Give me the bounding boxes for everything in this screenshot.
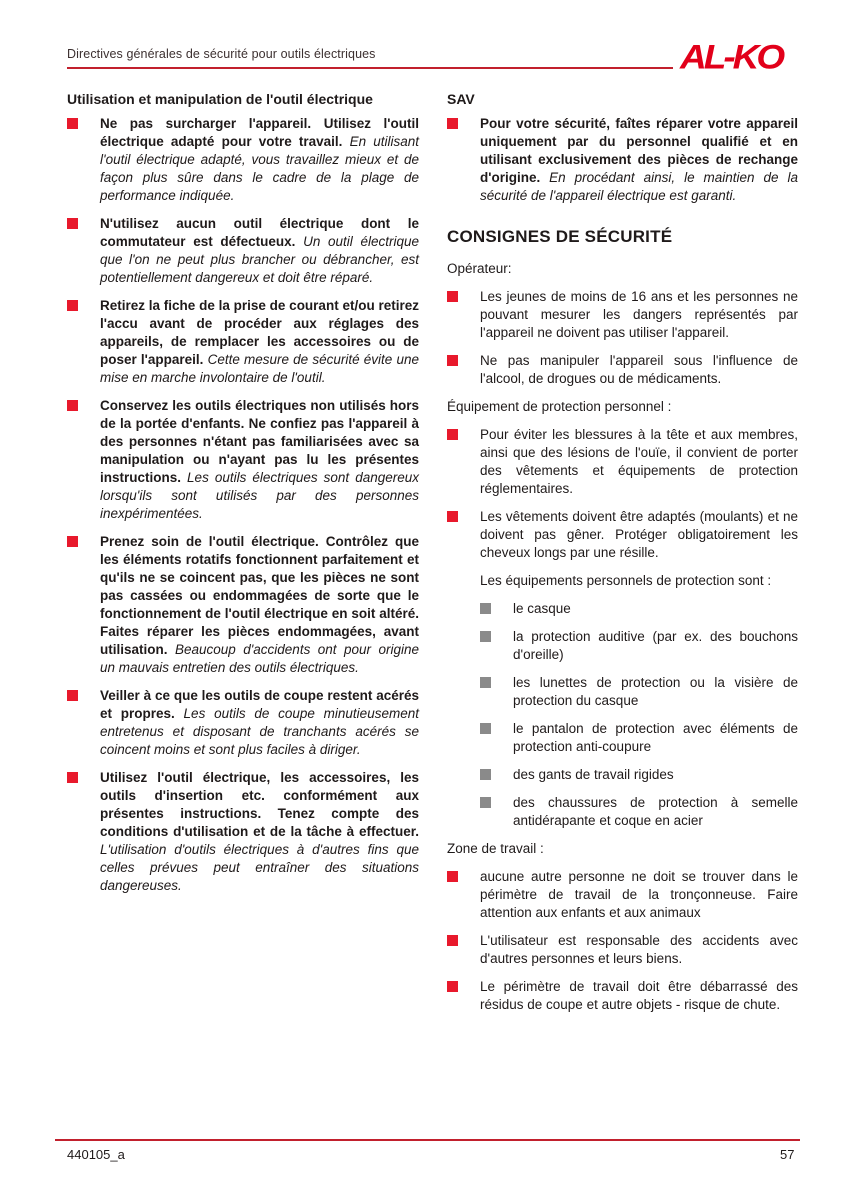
bullet-square-icon — [447, 118, 458, 129]
bullet-square-icon — [67, 690, 78, 701]
equipment-sublist — [480, 572, 798, 830]
sub-list-item-text: des chaussures de protection à semelle antidérapante et coque en acier — [513, 795, 798, 828]
sub-list-item-text: les lunettes de protection ou la visière de protection du casque — [513, 675, 798, 708]
list-item — [447, 932, 798, 968]
sub-bullet-square-icon — [480, 631, 491, 642]
footer-page-number: 57 — [780, 1147, 795, 1162]
bullet-square-icon — [67, 400, 78, 411]
sub-list-item-text: le casque — [513, 601, 571, 616]
bullet-square-icon — [447, 871, 458, 882]
operator-label: Opérateur: — [447, 261, 512, 276]
alko-logo: AL-KO — [680, 38, 783, 76]
bullet-square-icon — [67, 772, 78, 783]
list-item-text: aucune autre personne ne doit se trouver dans le périmètre de travail de la tronçonneuse. Faire attention aux enfants et aux animaux — [480, 869, 798, 920]
list-item — [67, 533, 419, 677]
list-item-text: Utilisez l'outil électrique, les accessoires, les outils d'insertion etc. conformément aux présentes instructions. Tenez compte des conditions d'utilisation et de la tâche à effectuer. L'utilisation d'outils électriques à d'autres fins que celles prévues peut entraîner des situations dangereuses. — [100, 770, 419, 893]
footer-document-id: 440105_a — [67, 1147, 125, 1162]
section-heading-sav: SAV — [447, 91, 475, 107]
equipment-label: Équipement de protection personnel : — [447, 399, 672, 414]
sub-bullet-square-icon — [480, 797, 491, 808]
sub-list-item — [480, 674, 798, 710]
list-item-text: Les jeunes de moins de 16 ans et les personnes ne pouvant mesurer les dangers représentés par l'appareil ne doivent pas utiliser l'appareil. — [480, 289, 798, 340]
bullet-square-icon — [447, 935, 458, 946]
sub-list-item — [480, 720, 798, 756]
list-item — [447, 978, 798, 1014]
list-item — [67, 297, 419, 387]
list-item-text: N'utilisez aucun outil électrique dont le commutateur est défectueux. Un outil électrique que l'on ne peut plus brancher ou débrancher, est potentiellement dangereux et doit être réparé. — [100, 216, 419, 285]
sub-list-item-text: le pantalon de protection avec éléments de protection anti-coupure — [513, 721, 798, 754]
list-item — [447, 288, 798, 342]
list-item-text: Veiller à ce que les outils de coupe restent acérés et propres. Les outils de coupe minutieusement entretenus et disposant de tranchants acérés se coincent moins et sont plus faciles à diriger. — [100, 688, 419, 757]
sub-bullet-square-icon — [480, 769, 491, 780]
bullet-square-icon — [447, 355, 458, 366]
bullet-square-icon — [447, 981, 458, 992]
sub-bullet-square-icon — [480, 603, 491, 614]
section-heading-consignes: CONSIGNES DE SÉCURITÉ — [447, 227, 673, 246]
list-item — [447, 352, 798, 388]
bullet-square-icon — [67, 536, 78, 547]
page-header-title: Directives générales de sécurité pour outils électriques — [67, 47, 376, 61]
equipment-note: Les équipements personnels de protection sont : — [480, 573, 772, 588]
list-item-text: L'utilisateur est responsable des accidents avec d'autres personnes et leurs biens. — [480, 933, 798, 966]
sub-list-item-text: des gants de travail rigides — [513, 767, 674, 782]
list-item-text: Ne pas manipuler l'appareil sous l'influence de l'alcool, de drogues ou de médicaments. — [480, 353, 798, 386]
list-item-text: Retirez la fiche de la prise de courant et/ou retirez l'accu avant de procéder aux réglages des appareils, de remplacer les accessoires ou de poser l'appareil. Cette mesure de sécurité évite une mise en marche involontaire de l'outil. — [100, 298, 419, 385]
right-column — [447, 90, 798, 1024]
list-item — [447, 508, 798, 562]
sub-list-item — [480, 766, 798, 784]
section-heading-utilisation: Utilisation et manipulation de l'outil électrique — [67, 91, 373, 107]
bullet-square-icon — [447, 429, 458, 440]
left-column — [67, 90, 419, 905]
list-item — [67, 215, 419, 287]
list-item-text: Pour éviter les blessures à la tête et aux membres, ainsi que des lésions de l'ouïe, il convient de porter des vêtements et équipements de protection réglementaires. — [480, 427, 798, 496]
sub-list-item-text: la protection auditive (par ex. des bouchons d'oreille) — [513, 629, 798, 662]
sub-list-item — [480, 628, 798, 664]
bullet-square-icon — [67, 218, 78, 229]
list-item-text: Les vêtements doivent être adaptés (moulants) et ne doivent pas gêner. Protéger obligatoirement les cheveux longs par une résille. — [480, 509, 798, 560]
sub-list-item — [480, 794, 798, 830]
list-item — [447, 426, 798, 498]
bullet-square-icon — [67, 300, 78, 311]
list-item-text: Conservez les outils électriques non utilisés hors de la portée d'enfants. Ne confiez pas l'appareil à des personnes n'étant pas familiarisées avec sa manipulation ou n'ayant pas lu les présentes instructions. Les outils électriques sont dangereux lorsqu'ils sont utilisés par des personnes inexpérimentées. — [100, 398, 419, 521]
list-item — [67, 115, 419, 205]
header-rule — [67, 67, 673, 69]
list-item-text: Pour votre sécurité, faîtes réparer votre appareil uniquement par du personnel qualifié et en utilisant exclusivement des pièces de rechange d'origine. En procédant ainsi, le maintien de la sécurité de l'appareil électrique est garanti. — [480, 116, 798, 203]
sub-bullet-square-icon — [480, 723, 491, 734]
sub-bullet-square-icon — [480, 677, 491, 688]
list-item-text: Le périmètre de travail doit être débarrassé des résidus de coupe et autre objets - risque de chute. — [480, 979, 798, 1012]
bullet-square-icon — [67, 118, 78, 129]
list-item-text: Prenez soin de l'outil électrique. Contrôlez que les éléments rotatifs fonctionnent parfaitement et qu'ils ne se coincent pas, que les pièces ne sont pas cassées ou endommagées de sorte que le fonctionnement de l'outil électrique en soit altéré. Faites réparer les pièces endommagées, avant utilisation. Beaucoup d'accidents ont pour origine un mauvais entretien des outils électriques. — [100, 534, 419, 675]
sub-list-item — [480, 600, 798, 618]
zone-label: Zone de travail : — [447, 841, 544, 856]
list-item — [447, 115, 798, 205]
list-item — [447, 868, 798, 922]
list-item — [67, 397, 419, 523]
bullet-square-icon — [447, 291, 458, 302]
footer-rule — [55, 1139, 800, 1141]
bullet-square-icon — [447, 511, 458, 522]
list-item — [67, 769, 419, 895]
list-item-text: Ne pas surcharger l'appareil. Utilisez l'outil électrique adapté pour votre travail. En utilisant l'outil électrique adapté, vous travaillez mieux et de façon plus sûre dans le cadre de la plage de performance indiquée. — [100, 116, 419, 203]
list-item — [67, 687, 419, 759]
